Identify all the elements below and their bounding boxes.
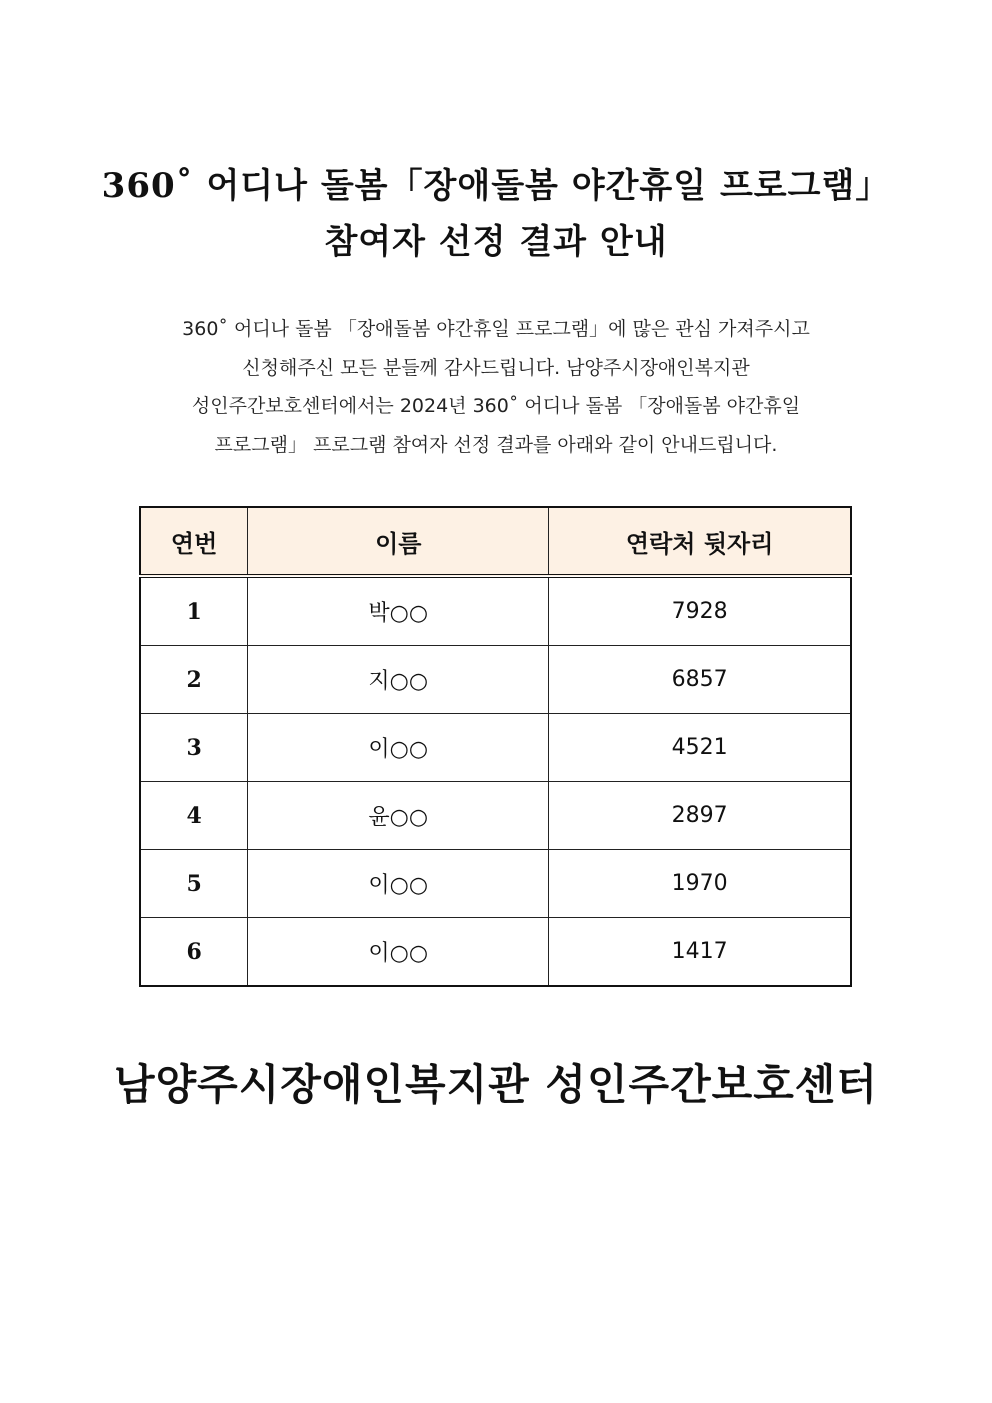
- row-phone: 6857: [549, 646, 851, 714]
- table-row: [140, 782, 851, 850]
- row-name: 이○○: [248, 918, 549, 987]
- row-phone: 1970: [549, 850, 851, 918]
- row-number: 3: [140, 714, 248, 782]
- table-row: [140, 576, 851, 646]
- table-row: [140, 714, 851, 782]
- row-phone: 4521: [549, 714, 851, 782]
- row-number: 4: [140, 782, 248, 850]
- intro-line: 프로그램」 프로그램 참여자 선정 결과를 아래와 같이 안내드립니다.: [214, 433, 778, 456]
- intro-line: 360˚ 어디나 돌봄 「장애돌봄 야간휴일 프로그램」에 많은 관심 가져주시고: [182, 318, 810, 340]
- table-row: [140, 918, 851, 987]
- row-name: 이○○: [248, 714, 549, 782]
- row-phone: 1417: [549, 918, 851, 987]
- table-row: [140, 850, 851, 918]
- row-number: 2: [140, 646, 248, 714]
- row-name: 지○○: [248, 646, 549, 714]
- header-name: 이름: [248, 507, 549, 576]
- row-number: 5: [140, 850, 248, 918]
- row-phone: 2897: [549, 782, 851, 850]
- intro-line: 성인주간보호센터에서는 2024년 360˚ 어디나 돌봄 「장애돌봄 야간휴일: [191, 395, 801, 417]
- header-number: 연번: [140, 507, 248, 576]
- table-header-row: [140, 507, 851, 576]
- row-name: 이○○: [248, 850, 549, 918]
- header-phone: 연락처 뒷자리: [549, 507, 851, 576]
- row-number: 1: [140, 576, 248, 646]
- row-name: 박○○: [248, 576, 549, 646]
- results-table: [139, 506, 852, 987]
- row-phone: 7928: [549, 576, 851, 646]
- table-row: [140, 646, 851, 714]
- document-title-line-2: 참여자 선정 결과 안내: [324, 222, 668, 262]
- row-number: 6: [140, 918, 248, 987]
- intro-paragraph: [90, 310, 902, 464]
- row-name: 윤○○: [248, 782, 549, 850]
- organization-signature: 남양주시장애인복지관 성인주간보호센터: [114, 1060, 878, 1109]
- intro-line: 신청해주신 모든 분들께 감사드립니다. 남양주시장애인복지관: [242, 356, 750, 379]
- document-title-line-1: 360˚ 어디나 돌봄「장애돌봄 야간휴일 프로그램」: [101, 166, 891, 206]
